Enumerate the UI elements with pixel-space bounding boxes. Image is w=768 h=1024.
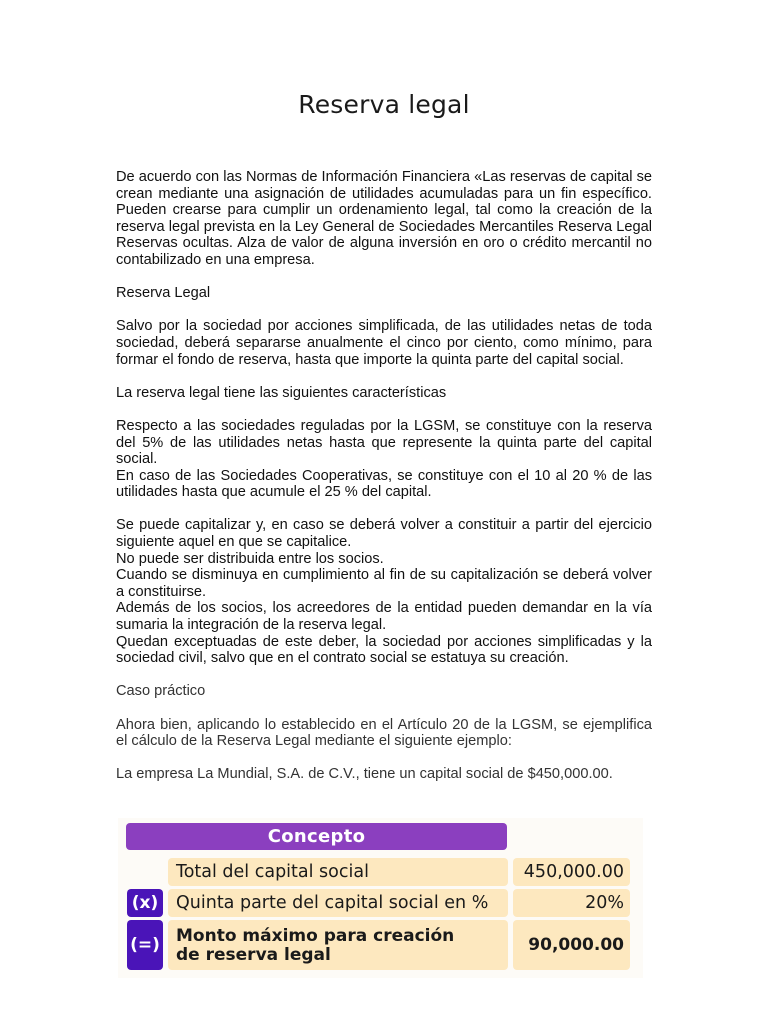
multiply-operator-badge: (x) bbox=[127, 889, 163, 917]
paragraph-salvo: Salvo por la sociedad por acciones simplificada, de las utilidades netas de toda sociedad, deberá separarse anualmente el cinco por ciento, como mínimo, para formar el fondo de reserva, hasta que importe la quinta parte del capital social. bbox=[116, 318, 652, 368]
section-heading-caso-practico: Caso práctico bbox=[116, 683, 206, 700]
table-row-value-total: 90,000.00 bbox=[513, 920, 630, 970]
paragraph-ahora-bien: Ahora bien, aplicando lo establecido en el Artículo 20 de la LGSM, se ejemplifica el cálculo de la Reserva Legal mediante el siguiente ejemplo: bbox=[116, 716, 652, 750]
table-row-value: 450,000.00 bbox=[513, 858, 630, 886]
label-line-2: de reserva legal bbox=[176, 945, 331, 965]
paragraph-no-distribuida: No puede ser distribuida entre los socios. bbox=[116, 550, 384, 567]
equals-operator-badge: (=) bbox=[127, 920, 163, 970]
paragraph-lgsm: Respecto a las sociedades reguladas por la LGSM, se constituye con la reserva del 5% de las utilidades netas hasta que represente la quinta parte del capital social. bbox=[116, 417, 652, 468]
paragraph-caracteristicas: La reserva legal tiene las siguientes características bbox=[116, 384, 447, 401]
paragraph-acreedores: Además de los socios, los acreedores de la entidad pueden demandar en la vía sumaria la integración de la reserva legal. bbox=[116, 600, 652, 634]
section-heading-reserva-legal: Reserva Legal bbox=[116, 285, 211, 302]
reserva-calculation-table bbox=[118, 818, 643, 978]
paragraph-intro: De acuerdo con las Normas de Información Financiera «Las reservas de capital se crean mediante una asignación de utilidades acumuladas para un fin específico. Pueden crearse para cumplir un ordenamiento legal, tal como la creación de la reserva legal prevista en la Ley General de Sociedades Mercantiles Reserva Legal Reservas ocultas. Alza de valor de alguna inversión en oro o crédito mercantil no contabilizado en una empresa. bbox=[116, 169, 652, 268]
paragraph-cooperativas: En caso de las Sociedades Cooperativas, se constituye con el 10 al 20 % de las utilidades hasta que acumule el 25 % del capital. bbox=[116, 467, 652, 501]
page-title: Reserva legal bbox=[298, 90, 470, 119]
table-row-label: Quinta parte del capital social en % bbox=[168, 889, 508, 917]
paragraph-exceptuadas: Quedan exceptuadas de este deber, la sociedad por acciones simplificadas y la sociedad civil, salvo que en el contrato social se estatuya su creación. bbox=[116, 633, 652, 667]
paragraph-la-mundial: La empresa La Mundial, S.A. de C.V., tiene un capital social de $450,000.00. bbox=[116, 766, 613, 783]
table-row-label: Total del capital social bbox=[168, 858, 508, 886]
label-line-1: Monto máximo para creación bbox=[176, 926, 455, 946]
table-header-concepto: Concepto bbox=[126, 823, 507, 850]
document-body bbox=[116, 169, 652, 783]
paragraph-capitalizar: Se puede capitalizar y, en caso se deberá volver a constituir a partir del ejercicio siguiente aquel en que se capitalice. bbox=[116, 517, 652, 551]
table-row-label-total bbox=[168, 920, 508, 970]
paragraph-disminuya: Cuando se disminuya en cumplimiento al fin de su capitalización se deberá volver a constituirse. bbox=[116, 567, 652, 600]
table-row-value: 20% bbox=[513, 889, 630, 917]
